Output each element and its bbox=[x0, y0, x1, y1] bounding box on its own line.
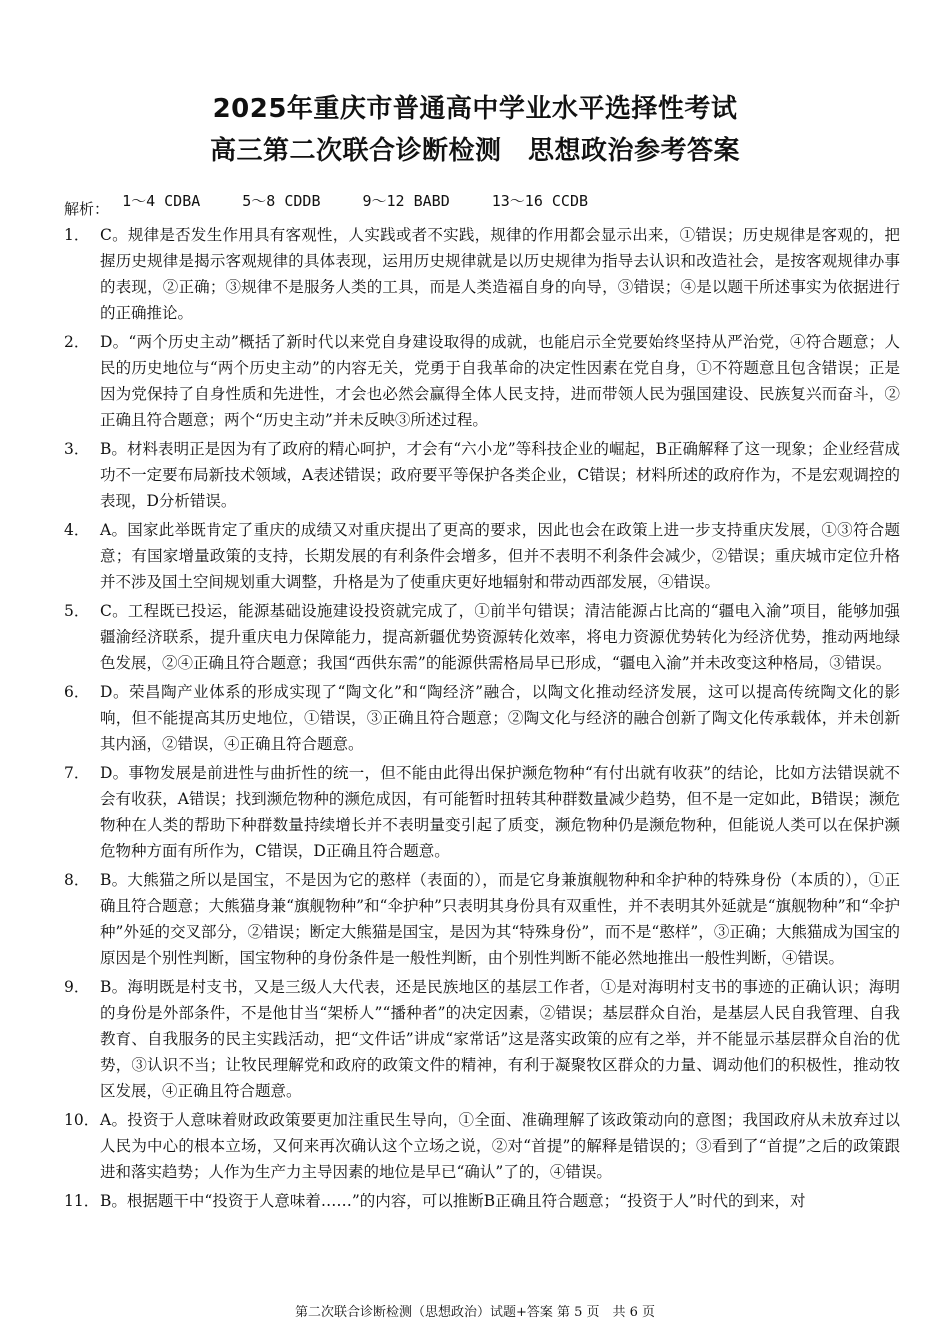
page-footer: 第二次联合诊断检测（思想政治）试题+答案 第 5 页 共 6 页 bbox=[294, 1305, 656, 1320]
analysis-item bbox=[64, 436, 900, 514]
analysis-item bbox=[64, 867, 900, 971]
item-number: 5． bbox=[64, 602, 90, 620]
item-number: 1． bbox=[64, 226, 90, 244]
answer-group-3: 9～12 BABD bbox=[362, 192, 450, 210]
analysis-item bbox=[64, 598, 900, 676]
item-text: B。材料表明正是因为有了政府的精心呵护，才会有“六小龙”等科技企业的崛起，B正确解释了这一现象；企业经营成功不一定要布局新技术领域，A表述错误；政府要平等保护各类企业，C错误；材料所述的政府作为，不是宏观调控的表现，D分析错误。 bbox=[100, 440, 900, 510]
analysis-item bbox=[64, 1188, 900, 1214]
answer-group-4: 13～16 CCDB bbox=[491, 192, 589, 210]
item-number: 11． bbox=[64, 1192, 100, 1210]
item-number: 9． bbox=[64, 978, 90, 996]
document-title: 2025年重庆市普通高中学业水平选择性考试 bbox=[212, 94, 738, 124]
item-text: A。国家此举既肯定了重庆的成绩又对重庆提出了更高的要求，因此也会在政策上进一步支持重庆发展，①③符合题意；有国家增量政策的支持，长期发展的有利条件会增多，但并不表明不利条件会减少，②错误；重庆城市定位升格并不涉及国土空间规划重大调整，升格是为了使重庆更好地辐射和带动西部发展，④错误。 bbox=[100, 521, 900, 591]
item-number: 8． bbox=[64, 871, 90, 889]
item-number: 6． bbox=[64, 683, 90, 701]
answer-group-2: 5～8 CDDB bbox=[242, 192, 321, 210]
item-text: B。大熊猫之所以是国宝，不是因为它的憨样（表面的），而是它身兼旗舰物种和伞护种的特殊身份（本质的），①正确且符合题意；大熊猫身兼“旗舰物种”和“伞护种”只表明其身份具有双重性，并不表明其外延就是“旗舰物种”和“伞护种”外延的交叉部分，②错误；断定大熊猫是国宝，是因为其“特殊身份”，而不是“憨样”，③正确；大熊猫成为国宝的原因是个别性判断，国宝物种的身份条件是一般性判断，由个别性判断不能必然地推出一般性判断，④错误。 bbox=[100, 871, 900, 967]
answer-group-1: 1～4 CDBA bbox=[122, 192, 201, 210]
item-number: 3． bbox=[64, 440, 90, 458]
item-text: D。荣昌陶产业体系的形成实现了“陶文化”和“陶经济”融合，以陶文化推动经济发展，这可以提高传统陶文化的影响，但不能提高其历史地位，①错误，③正确且符合题意；②陶文化与经济的融合创新了陶文化传承载体，并未创新其内涵，②错误，④正确且符合题意。 bbox=[100, 683, 900, 753]
document-subtitle: 高三第二次联合诊断检测 思想政治参考答案 bbox=[209, 136, 740, 166]
item-text: A。投资于人意味着财政政策要更加注重民生导向，①全面、准确理解了该政策动向的意图；我国政府从未放弃过以人民为中心的根本立场，又何来再次确认这个立场之说，②对“首提”的解释是错误的；③看到了“首提”之后的政策跟进和落实趋势；人作为生产力主导因素的地位是早已“确认”了的，④错误。 bbox=[100, 1111, 900, 1181]
item-text: D。事物发展是前进性与曲折性的统一，但不能由此得出保护濒危物种“有付出就有收获”的结论，比如方法错误就不会有收获，A错误；找到濒危物种的濒危成因，有可能暂时扭转其种群数量减少趋势，但不是一定如此，B错误；濒危物种在人类的帮助下种群数量持续增长并不表明量变引起了质变，濒危物种仍是濒危物种，但能说人类可以在保护濒危物种方面有所作为，C错误，D正确且符合题意。 bbox=[100, 764, 900, 860]
analysis-item bbox=[64, 222, 900, 326]
analysis-item bbox=[64, 517, 900, 595]
analysis-item bbox=[64, 974, 900, 1104]
item-text: B。海明既是村支书，又是三级人大代表，还是民族地区的基层工作者，①是对海明村支书的事迹的正确认识；海明的身份是外部条件，不是他甘当“架桥人”“播种者”的决定因素，②错误；基层群众自治，是基层人民自我管理、自我教育、自我服务的民主实践活动，把“文件话”讲成“家常话”这是落实政策的应有之举，并不能显示基层群众自治的优势，③认识不当；让牧民理解党和政府的政策文件的精神，有利于凝聚牧区群众的力量、调动他们的积极性，推动牧区发展，④正确且符合题意。 bbox=[100, 978, 900, 1100]
item-text: D。“两个历史主动”概括了新时代以来党自身建设取得的成就，也能启示全党要始终坚持从严治党，④符合题意；人民的历史地位与“两个历史主动”的内容无关，党勇于自我革命的决定性因素在党自身，①不符题意且包含错误；正是因为党保持了自身性质和先进性，才会也必然会赢得全体人民支持，进而带领人民为强国建设、民族复兴而奋斗，②正确且符合题意；两个“历史主动”并未反映③所述过程。 bbox=[100, 333, 900, 429]
analysis-item bbox=[64, 1107, 900, 1185]
item-text: C。规律是否发生作用具有客观性，人实践或者不实践，规律的作用都会显示出来，①错误；历史规律是客观的，把握历史规律是揭示客观规律的具体表现，运用历史规律就是以历史规律为指导去认识和改造社会，是按客观规律办事的表现，②正确；③规律不是服务人类的工具，而是人类造福自身的向导，③错误；④是以题干所述事实为依据进行的正确推论。 bbox=[100, 226, 900, 322]
analysis-label: 解析： bbox=[64, 200, 110, 218]
analysis-item bbox=[64, 760, 900, 864]
item-number: 7． bbox=[64, 764, 90, 782]
analysis-item bbox=[64, 329, 900, 433]
item-text: B。根据题干中“投资于人意味着……”的内容，可以推断B正确且符合题意；“投资于人”时代的到来，对 bbox=[100, 1192, 806, 1210]
answer-key bbox=[104, 172, 630, 211]
item-number: 2． bbox=[64, 333, 90, 351]
item-number: 4． bbox=[64, 521, 90, 539]
analysis-item bbox=[64, 679, 900, 757]
item-text: C。工程既已投运，能源基础设施建设投资就完成了，①前半句错误；清洁能源占比高的“疆电入渝”项目，能够加强疆渝经济联系，提升重庆电力保障能力，提高新疆优势资源转化效率，将电力资源优势转化为经济优势，推动两地绿色发展，②④正确且符合题意；我国“西供东需”的能源供需格局早已形成，“疆电入渝”并未改变这种格局，③错误。 bbox=[100, 602, 900, 672]
item-number: 10． bbox=[64, 1111, 100, 1129]
analysis-list bbox=[64, 222, 900, 1217]
